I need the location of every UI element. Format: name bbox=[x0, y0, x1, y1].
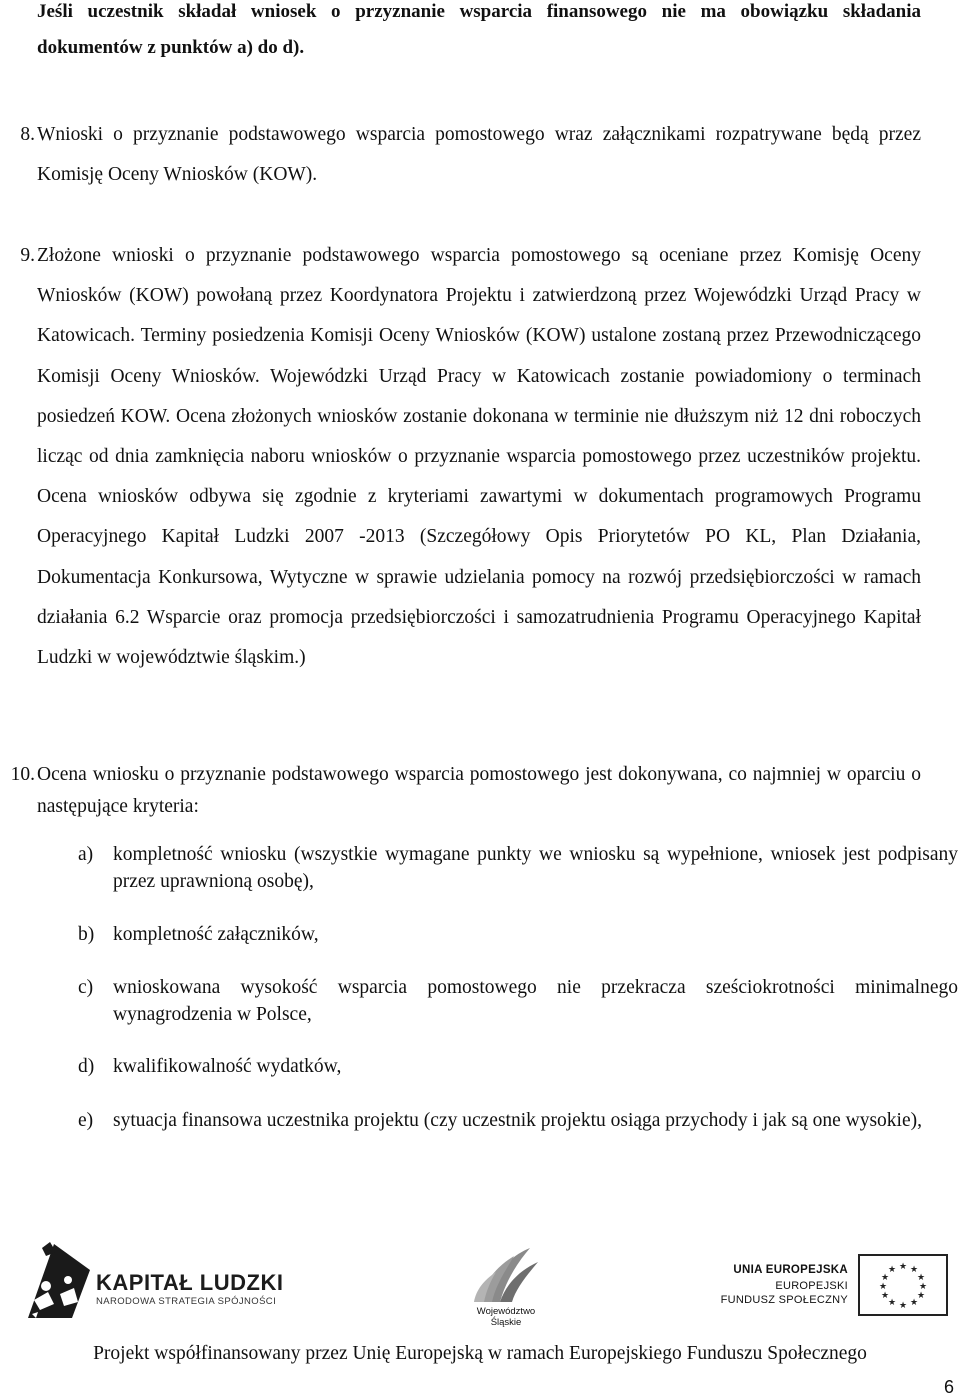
criteria-letter: e) bbox=[78, 1110, 94, 1131]
item-number: 8. bbox=[20, 124, 35, 145]
kapital-ludzki-emblem-icon bbox=[24, 1240, 92, 1320]
unia-europejska-logo bbox=[720, 1254, 948, 1320]
eu-flag-icon bbox=[858, 1254, 948, 1316]
criteria-text: kompletność wniosku (wszystkie wymagane punkty we wniosku są wypełnione, wniosek jest podpisany przez uprawnioną osobę), bbox=[113, 844, 958, 892]
page-number: 6 bbox=[943, 1377, 954, 1397]
criteria-letter: b) bbox=[78, 924, 95, 945]
intro-paragraph: Jeśli uczestnik składał wniosek o przyznanie wsparcia finansowego nie ma obowiązku składania dokumentów z punktów a) do d). bbox=[37, 1, 921, 58]
item-number: 10. bbox=[10, 764, 35, 785]
svg-text:★: ★ bbox=[918, 1282, 928, 1292]
criteria-letter: a) bbox=[78, 844, 94, 865]
item-text: Złożone wnioski o przyznanie podstawowego wsparcia pomostowego są oceniane przez Komisję Oceny Wniosków (KOW) powołaną przez Koordynatora Projektu i zatwierdzoną przez Wojewódzki Urząd Pracy w Katowicach. Terminy posiedzenia Komisji Oceny Wniosków (KOW) ustalone zostaną przez Przewodniczącego Komisji Oceny Wniosków. Wojewódzki Urząd Pracy w Katowicach zostanie powiadomiony o terminach posiedzeń KOW. Ocena złożonych wniosków zostanie dokonana w terminie nie dłuższym niż 12 dni roboczych licząc od dnia zamknięcia naboru wniosków o przyznanie wsparcia pomostowego przez uczestników projektu. Ocena wniosków odbywa się zgodnie z kryteriami zawartymi w dokumentach programowych Programu Operacyjnego Kapitał Ludzki 2007 -2013 (Szczegółowy Opis Priorytetów PO KL, Plan Działania, Dokumentacja Konkursowa, Wytyczne w sprawie udzielania pomocy na rozwój przedsiębiorczości w ramach działania 6.2 Wsparcie oraz promocja przedsiębiorczości i samozatrudnienia Programu Operacyjnego Kapitał Ludzki w województwie śląskim.) bbox=[37, 245, 921, 669]
svg-text:★: ★ bbox=[880, 1291, 890, 1301]
svg-text:★: ★ bbox=[909, 1265, 919, 1275]
svg-text:★: ★ bbox=[878, 1282, 888, 1292]
wojewodztwo-line2: Śląskie bbox=[490, 1317, 522, 1328]
wojewodztwo-emblem-icon bbox=[470, 1244, 542, 1304]
item-text: Ocena wniosku o przyznanie podstawowego wsparcia pomostowego jest dokonywana, co najmniej w oparciu o następujące kryteria: bbox=[37, 764, 921, 817]
item-number: 9. bbox=[20, 245, 35, 266]
criteria-text: kwalifikowalność wydatków, bbox=[113, 1056, 342, 1077]
wojewodztwo-slaskie-logo bbox=[466, 1244, 546, 1330]
kapital-ludzki-logo bbox=[24, 1240, 304, 1320]
svg-text:★: ★ bbox=[916, 1291, 926, 1301]
wojewodztwo-line1: Województwo bbox=[476, 1306, 536, 1317]
svg-text:★: ★ bbox=[898, 1262, 908, 1272]
criteria-letter: d) bbox=[78, 1056, 95, 1077]
ue-line2: EUROPEJSKI bbox=[775, 1280, 848, 1292]
svg-text:★: ★ bbox=[898, 1301, 908, 1311]
svg-text:★: ★ bbox=[916, 1273, 926, 1283]
svg-text:★: ★ bbox=[887, 1265, 897, 1275]
footer-text: Projekt współfinansowany przez Unię Europejską w ramach Europejskiego Funduszu Społecznego bbox=[93, 1343, 867, 1364]
ue-line3: FUNDUSZ SPOŁECZNY bbox=[720, 1294, 848, 1306]
item-text: Wnioski o przyznanie podstawowego wsparcia pomostowego wraz załącznikami rozpatrywane będą przez Komisję Oceny Wniosków (KOW). bbox=[37, 124, 921, 186]
kapital-ludzki-name: KAPITAŁ LUDZKI bbox=[96, 1270, 284, 1295]
svg-text:★: ★ bbox=[880, 1273, 890, 1283]
criteria-text: sytuacja finansowa uczestnika projektu (czy uczestnik projektu osiąga przychody i jak są one wysokie), bbox=[113, 1110, 922, 1131]
ue-line1: UNIA EUROPEJSKA bbox=[733, 1264, 848, 1276]
criteria-text: kompletność załączników, bbox=[113, 924, 319, 945]
svg-text:★: ★ bbox=[909, 1298, 919, 1308]
criteria-text: wnioskowana wysokość wsparcia pomostowego nie przekracza sześciokrotności minimalnego wynagrodzenia w Polsce, bbox=[113, 977, 958, 1025]
kapital-ludzki-subtitle: NARODOWA STRATEGIA SPÓJNOŚCI bbox=[96, 1296, 277, 1307]
svg-text:★: ★ bbox=[887, 1298, 897, 1308]
criteria-letter: c) bbox=[78, 977, 94, 998]
